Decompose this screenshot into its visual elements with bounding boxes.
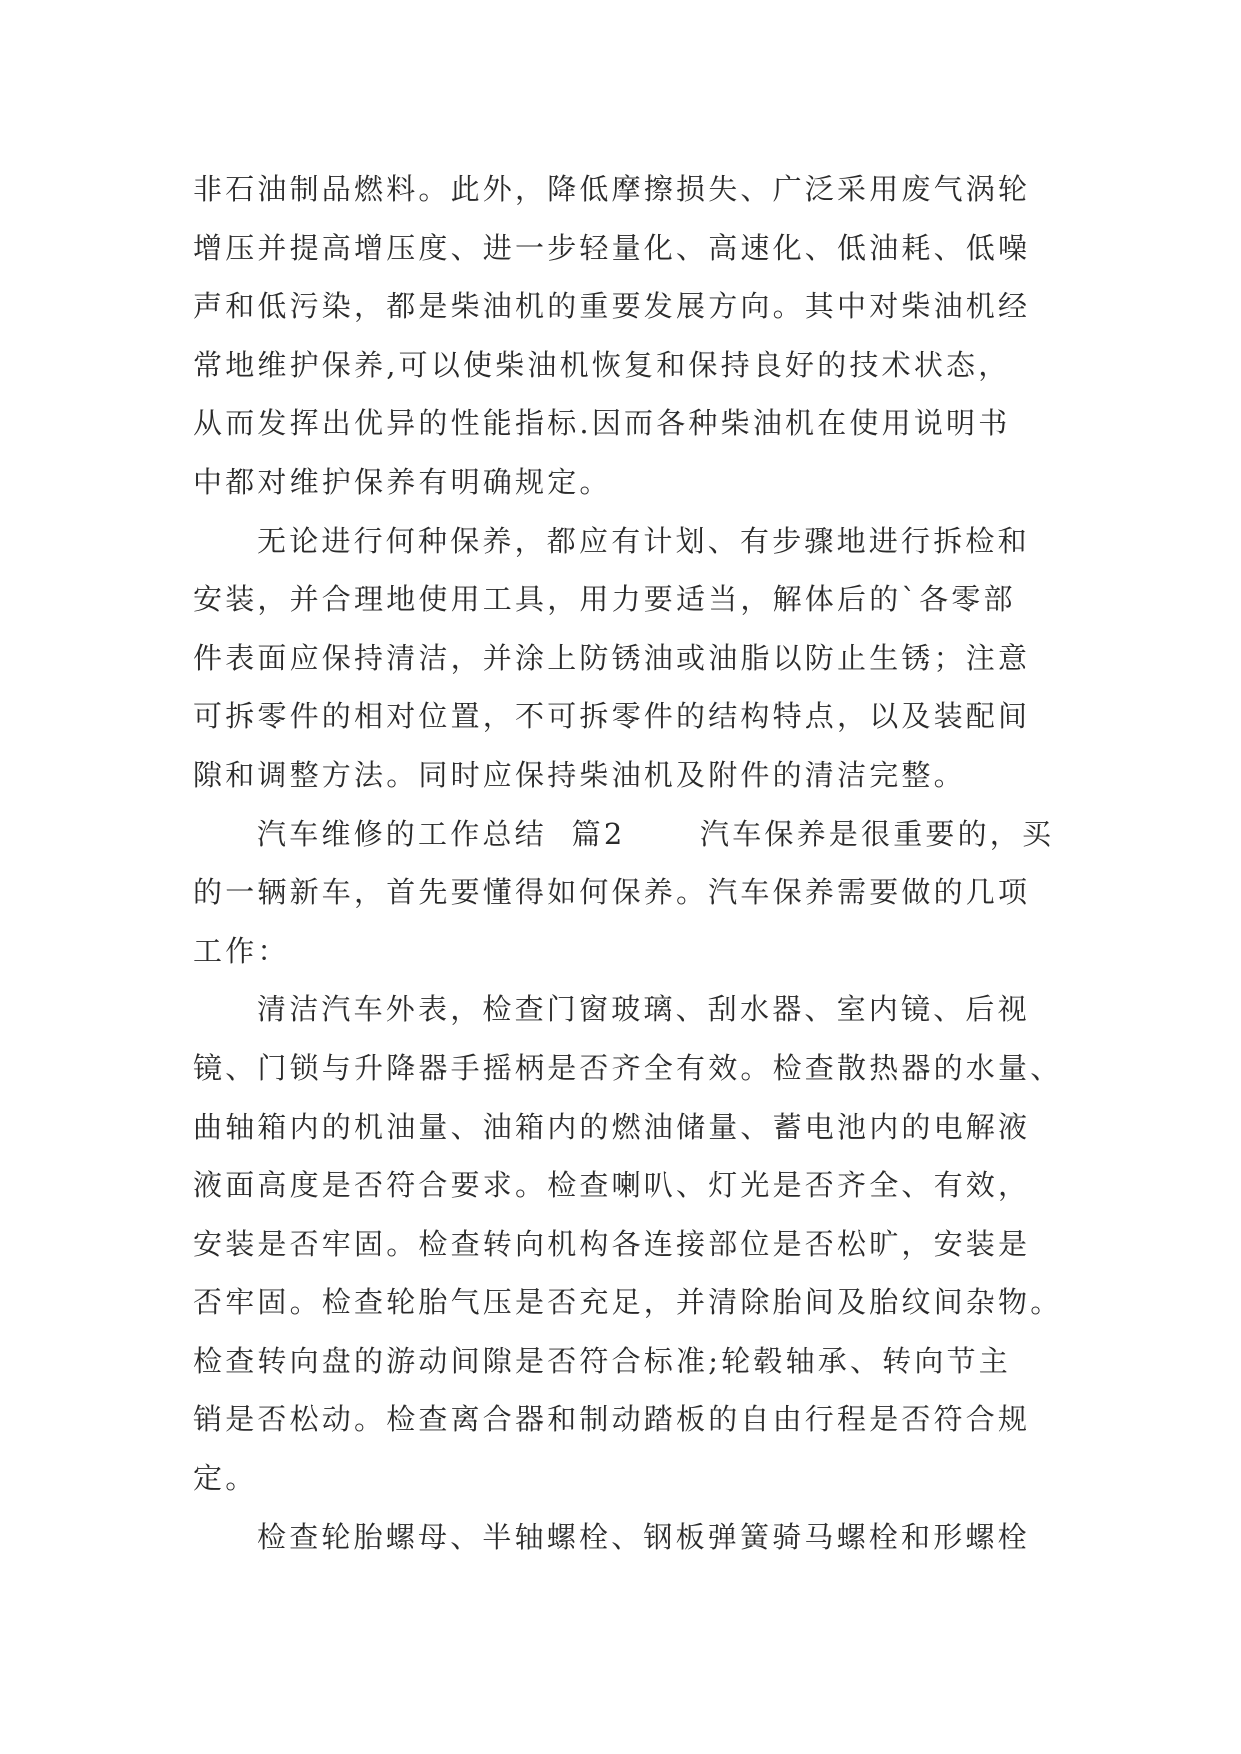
text-line: 安装是否牢固。检查转向机构各连接部位是否松旷，安装是	[193, 1226, 1031, 1261]
text-line: 液面高度是否符合要求。检查喇叭、灯光是否齐全、有效，	[193, 1168, 1031, 1203]
text-line: 销是否松动。检查离合器和制动踏板的自由行程是否符合规	[193, 1402, 1031, 1437]
text-line: 非石油制品燃料。此外，降低摩擦损失、广泛采用废气涡轮	[193, 172, 1031, 206]
text-line: 增压并提高增压度、进一步轻量化、高速化、低油耗、低噪	[193, 230, 1031, 265]
section-heading-line: 汽车维修的工作总结 篇2 汽车保养是很重要的，买	[257, 816, 1055, 851]
text-line: 中都对维护保养有明确规定。	[193, 464, 612, 499]
document-body	[193, 160, 1063, 1566]
paragraph-first-line: 清洁汽车外表，检查门窗玻璃、刮水器、室内镜、后视	[257, 992, 1030, 1027]
text-line: 定。	[193, 1461, 258, 1496]
text-line: 安装，并合理地使用工具，用力要适当，解体后的`各零部	[193, 582, 1016, 617]
text-line: 镜、门锁与升降器手摇柄是否齐全有效。检查散热器的水量、	[193, 1050, 1063, 1085]
text-line: 件表面应保持清洁，并涂上防锈油或油脂以防止生锈；注意	[193, 640, 1031, 675]
text-line: 声和低污染，都是柴油机的重要发展方向。其中对柴油机经	[193, 289, 1031, 324]
text-line: 否牢固。检查轮胎气压是否充足，并清除胎间及胎纹间杂物。	[193, 1285, 1063, 1320]
text-line: 可拆零件的相对位置，不可拆零件的结构特点，以及装配间	[193, 699, 1031, 734]
text-line: 检查转向盘的游动间隙是否符合标准;轮毂轴承、转向节主	[193, 1343, 1011, 1378]
paragraph-first-line: 无论进行何种保养，都应有计划、有步骤地进行拆检和	[257, 523, 1030, 558]
text-line: 隙和调整方法。同时应保持柴油机及附件的清洁完整。	[193, 757, 966, 792]
text-line: 常地维护保养,可以使柴油机恢复和保持良好的技术状态，	[193, 347, 1011, 382]
text-line: 的一辆新车，首先要懂得如何保养。汽车保养需要做的几项	[193, 875, 1031, 910]
text-line: 曲轴箱内的机油量、油箱内的燃油储量、蓄电池内的电解液	[193, 1109, 1031, 1144]
text-line: 工作：	[193, 933, 290, 968]
paragraph-first-line: 检查轮胎螺母、半轴螺栓、钢板弹簧骑马螺栓和形螺栓	[257, 1519, 1030, 1554]
text-line: 从而发挥出优异的性能指标.因而各种柴油机在使用说明书	[193, 406, 1011, 441]
